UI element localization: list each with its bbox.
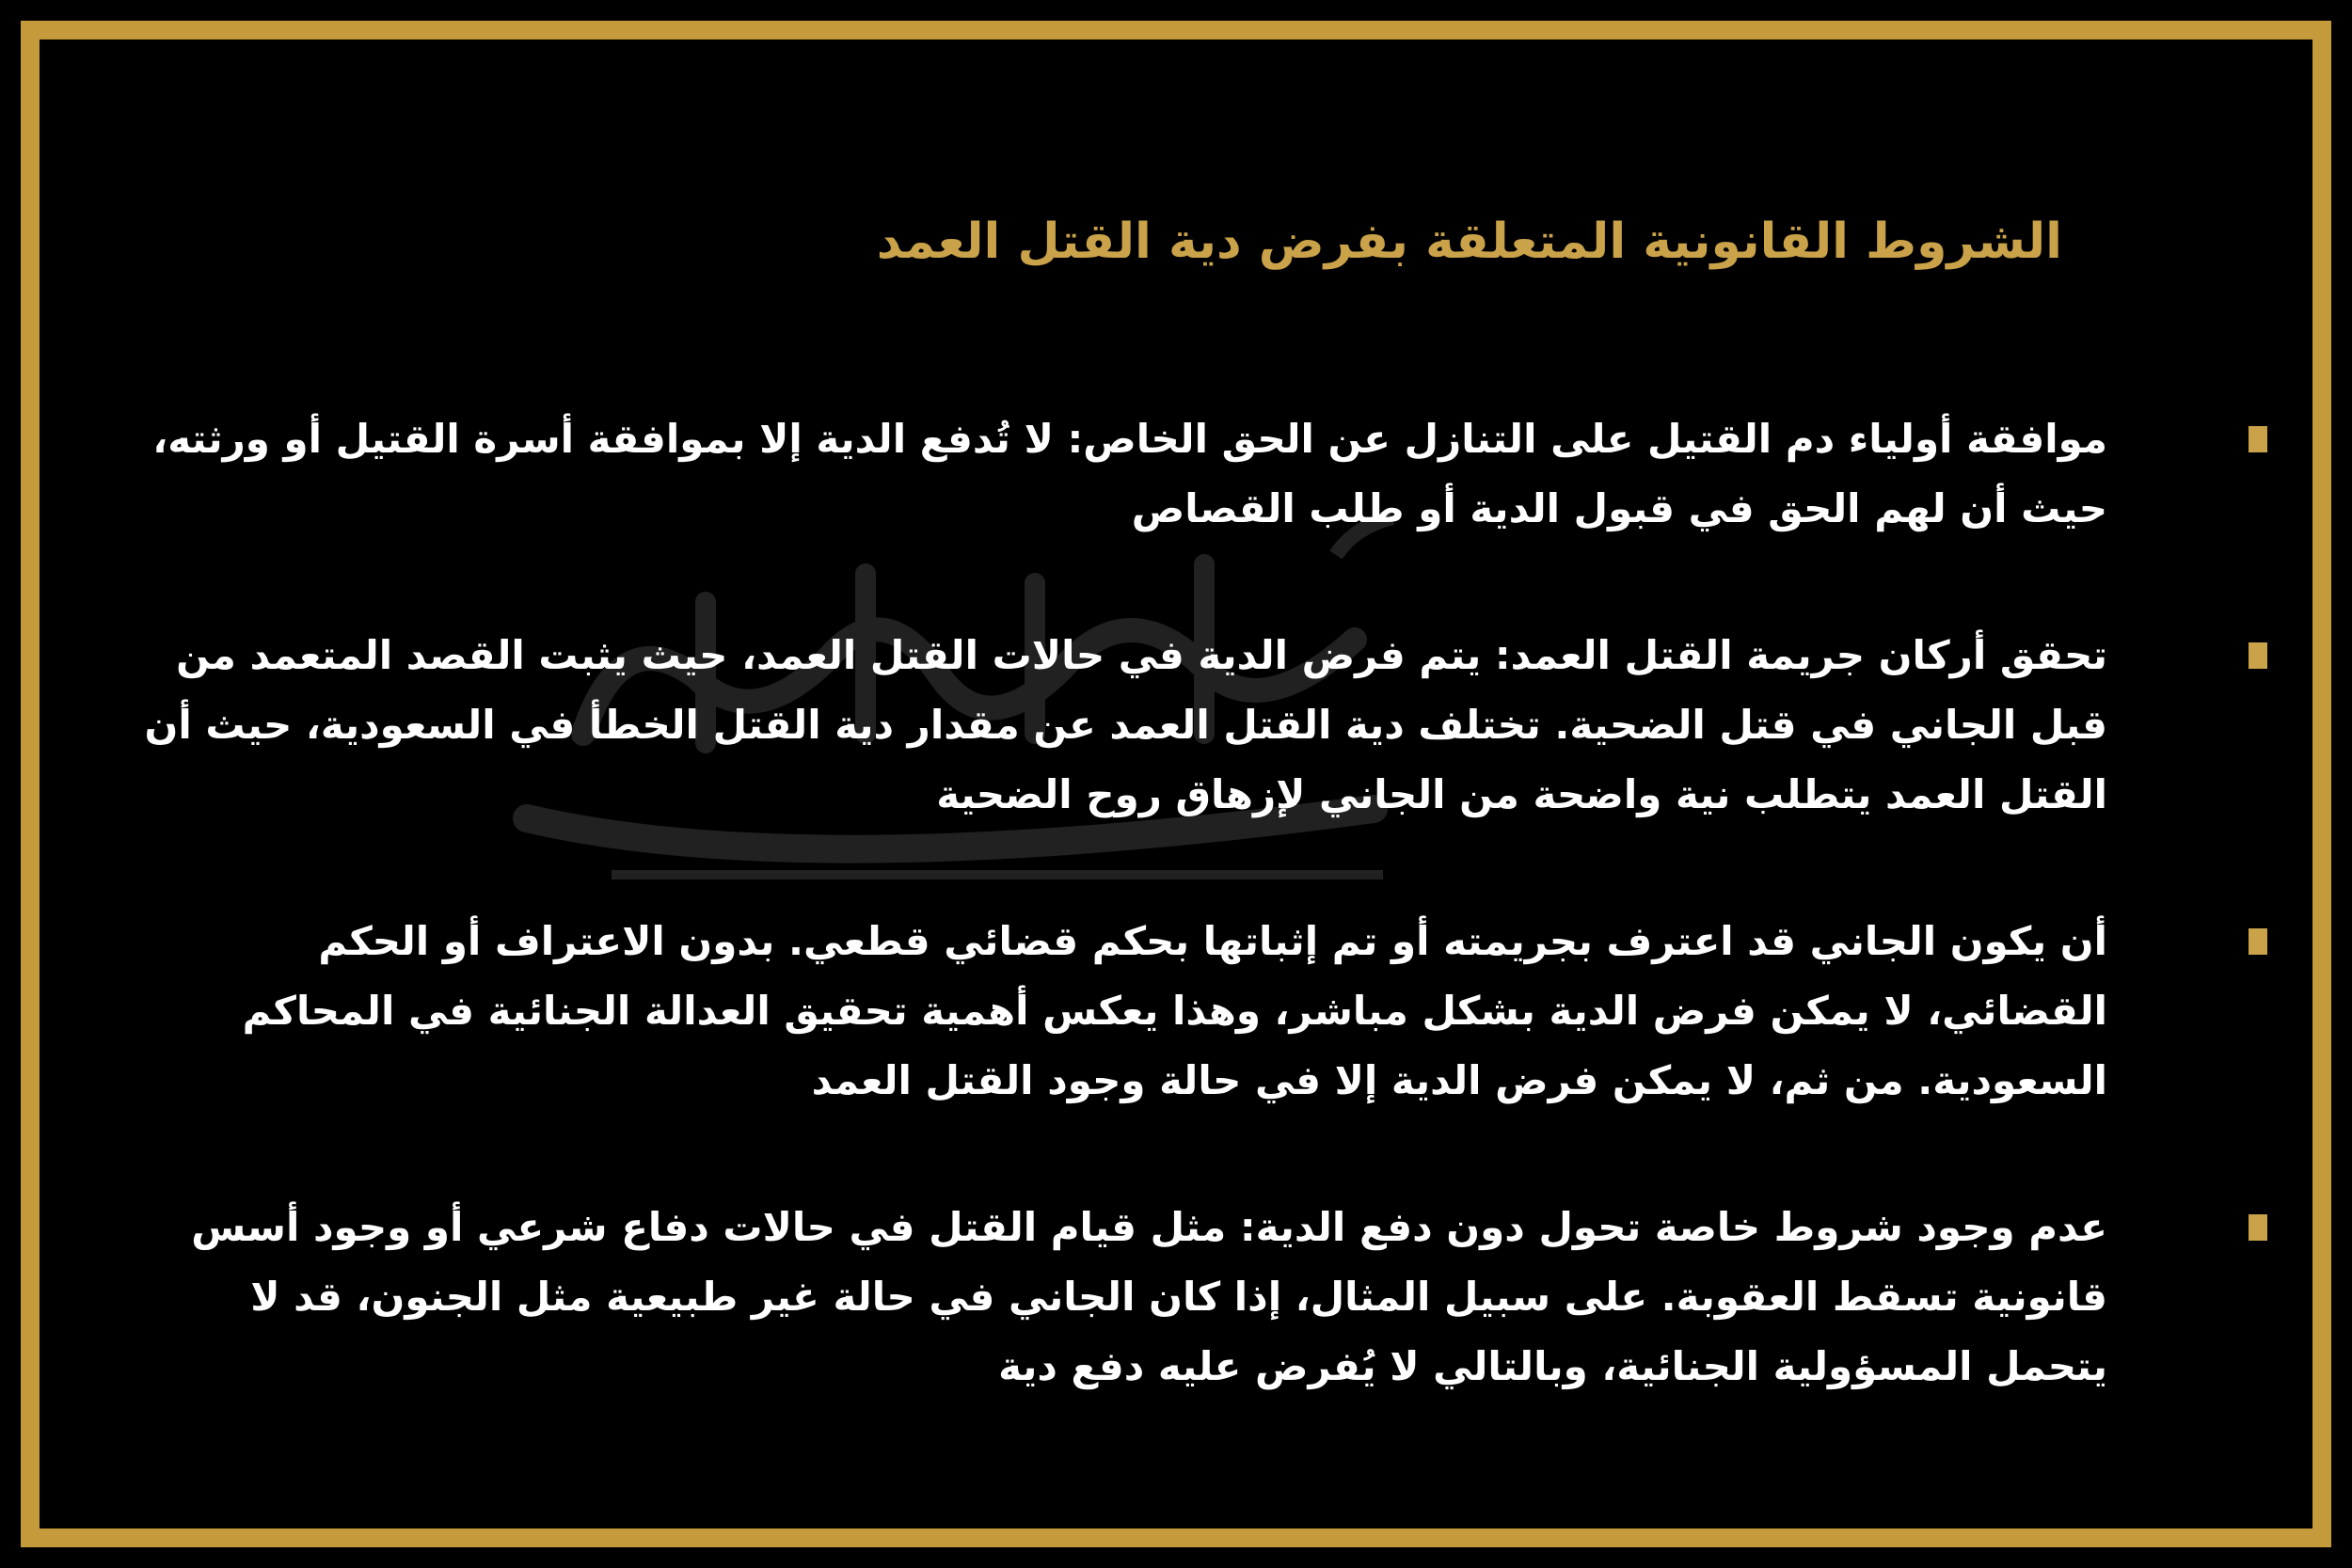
list-item-text: تحقق أركان جريمة القتل العمد: يتم فرض الدية في حالات القتل العمد، حيث يثبت القصد المتعمد من قبل الجاني في قتل الضحية. تختلف دية القتل العمد عن مقدار دية القتل الخطأ في السعودية، حيث أن القتل العمد يتطلب نية واضحة من الجاني لإزهاق روح الضحية [144, 632, 2107, 817]
list-item [132, 404, 2267, 544]
page-title: الشروط القانونية المتعلقة بفرض دية القتل العمد [876, 214, 2062, 270]
list-item [132, 907, 2267, 1116]
bullet-square-icon [2249, 642, 2267, 669]
list-item [132, 1193, 2267, 1402]
bullet-square-icon [2249, 426, 2267, 452]
list-item [132, 621, 2267, 830]
bullet-square-icon [2249, 1214, 2267, 1241]
list-item-text: عدم وجود شروط خاصة تحول دون دفع الدية: مثل قيام القتل في حالات دفاع شرعي أو وجود أسس قانونية تسقط العقوبة. على سبيل المثال، إذا كان الجاني في حالة غير طبيعية مثل الجنون، قد لا يتحمل المسؤولية الجنائية، وبالتالي لا يُفرض عليه دفع دية [191, 1204, 2107, 1389]
list-item-text: أن يكون الجاني قد اعترف بجريمته أو تم إثباتها بحكم قضائي قطعي. بدون الاعتراف أو الحكم القضائي، لا يمكن فرض الدية بشكل مباشر، وهذا يعكس أهمية تحقيق العدالة الجنائية في المحاكم السعودية. من ثم، لا يمكن فرض الدية إلا في حالة وجود القتل العمد [242, 918, 2107, 1103]
conditions-list [132, 404, 2267, 1479]
list-item-text: موافقة أولياء دم القتيل على التنازل عن الحق الخاص: لا تُدفع الدية إلا بموافقة أسرة القتيل أو ورثته، حيث أن لهم الحق في قبول الدية أو طلب القصاص [152, 416, 2107, 531]
bullet-square-icon [2249, 928, 2267, 955]
